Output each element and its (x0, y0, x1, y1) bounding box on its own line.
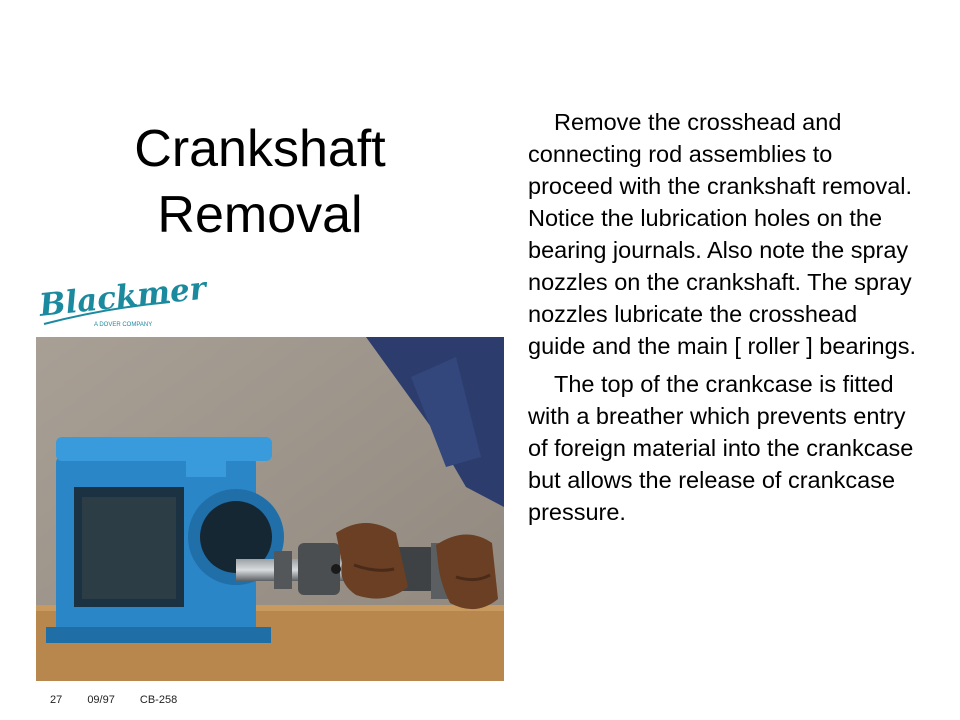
slide-footer (50, 694, 199, 706)
crankshaft-photo (36, 337, 504, 681)
slide-title (70, 116, 450, 248)
page-number: 27 (50, 694, 63, 706)
title-line-1: Crankshaft (134, 120, 386, 178)
body-paragraph-2: The top of the crankcase is fitted with a breather which prevents entry of foreign material into the crankcase but allows the release of crankcase pressure. (528, 371, 914, 525)
slide-body (528, 106, 918, 534)
footer-code: CB-258 (139, 694, 178, 706)
body-paragraph-1: Remove the crosshead and connecting rod assemblies to proceed with the crankshaft removal. Notice the lubrication holes on the bearing journals. Also note the spray nozzles on the crankshaft. The spray nozzles lubricate the crosshead guide and the main [ roller ] bearings. (528, 109, 916, 359)
crankcase (46, 437, 284, 643)
blackmer-logo (36, 270, 208, 336)
footer-date: 09/97 (87, 694, 115, 706)
logo-tagline: A DOVER COMPANY (94, 322, 153, 328)
logo-wordmark: Blackmer (37, 270, 208, 324)
title-line-2: Removal (157, 186, 363, 244)
